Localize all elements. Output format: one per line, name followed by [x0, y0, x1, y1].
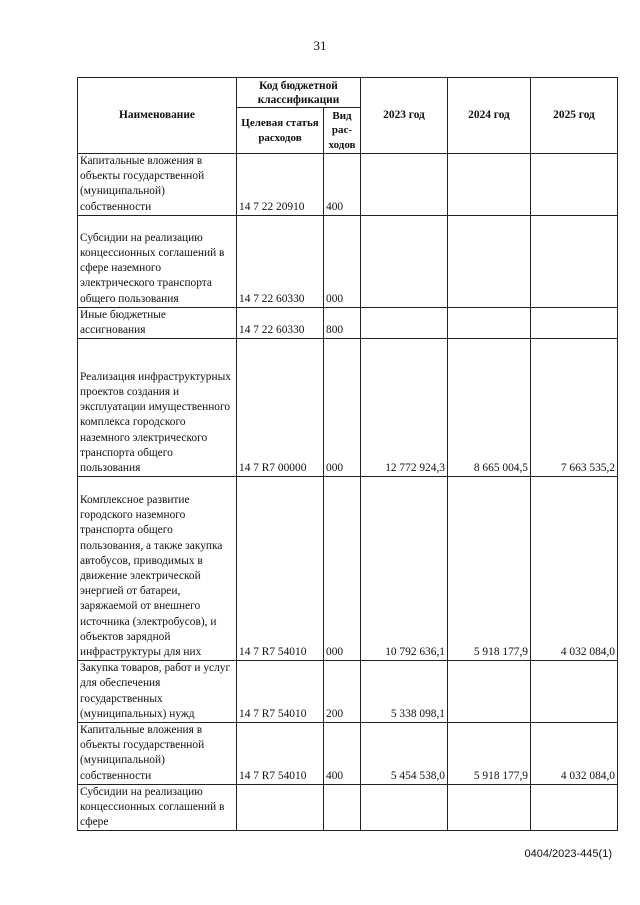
row-name: Субсидии на реализацию концессионных соглашений в сфере наземного электрического транспорта общего пользования: [78, 215, 237, 307]
row-2024: 5 918 177,9: [448, 477, 531, 661]
table-header: [78, 78, 618, 154]
row-2024: [448, 784, 531, 831]
row-expense-kind: 000: [324, 477, 361, 661]
row-expense-kind: 400: [324, 154, 361, 216]
table-row: [78, 215, 618, 307]
row-2023: [361, 154, 448, 216]
table-body: [78, 154, 618, 831]
header-target-article: Целевая статья расходов: [237, 108, 324, 154]
header-expense-kind: Вид рас- ходов: [324, 108, 361, 154]
row-2025: [531, 661, 618, 723]
row-expense-kind: 400: [324, 723, 361, 785]
row-2024: [448, 661, 531, 723]
header-2023: 2023 год: [361, 78, 448, 154]
row-target-article: 14 7 22 60330: [237, 307, 324, 338]
row-2024: [448, 215, 531, 307]
row-name: Субсидии на реализацию концессионных соглашений в сфере: [78, 784, 237, 831]
header-2024: 2024 год: [448, 78, 531, 154]
row-target-article: [237, 784, 324, 831]
row-target-article: 14 7 22 20910: [237, 154, 324, 216]
row-2024: [448, 154, 531, 216]
row-2023: [361, 307, 448, 338]
table-row: [78, 784, 618, 831]
header-name: Наименование: [78, 78, 237, 154]
row-2025: [531, 307, 618, 338]
row-2023: [361, 215, 448, 307]
row-expense-kind: 200: [324, 661, 361, 723]
document-code: 0404/2023-445(1): [524, 848, 612, 860]
page-number: 31: [313, 38, 327, 53]
table-row: [78, 477, 618, 661]
row-2024: [448, 307, 531, 338]
row-2025: [531, 784, 618, 831]
row-name: Закупка товаров, работ и услуг для обеспечения государственных (муниципальных) нужд: [78, 661, 237, 723]
table-row: [78, 339, 618, 477]
row-2023: [361, 784, 448, 831]
row-2023: 5 454 538,0: [361, 723, 448, 785]
row-name: Иные бюджетные ассигнования: [78, 307, 237, 338]
row-name: Капитальные вложения в объекты государственной (муниципальной) собственности: [78, 723, 237, 785]
row-2025: 7 663 535,2: [531, 339, 618, 477]
row-2023: 12 772 924,3: [361, 339, 448, 477]
budget-table: [77, 77, 618, 831]
row-expense-kind: 000: [324, 339, 361, 477]
row-2024: 5 918 177,9: [448, 723, 531, 785]
row-name: Капитальные вложения в объекты государственной (муниципальной) собственности: [78, 154, 237, 216]
table-row: [78, 307, 618, 338]
table-row: [78, 661, 618, 723]
row-target-article: 14 7 R7 54010: [237, 661, 324, 723]
row-2025: 4 032 084,0: [531, 723, 618, 785]
row-expense-kind: [324, 784, 361, 831]
row-target-article: 14 7 22 60330: [237, 215, 324, 307]
row-target-article: 14 7 R7 54010: [237, 723, 324, 785]
row-target-article: 14 7 R7 00000: [237, 339, 324, 477]
row-name: Реализация инфраструктурных проектов создания и эксплуатации имущественного комплекса городского наземного электрического транспорта общего пользования: [78, 339, 237, 477]
row-2025: [531, 154, 618, 216]
row-2023: 10 792 636,1: [361, 477, 448, 661]
row-name: Комплексное развитие городского наземного транспорта общего пользования, а также закупка автобусов, приводимых в движение электрической энергией от батареи, заряжаемой от внешнего источника (электробусов), и объектов зарядной инфраструктуры для них: [78, 477, 237, 661]
row-2024: 8 665 004,5: [448, 339, 531, 477]
table-row: [78, 723, 618, 785]
row-target-article: 14 7 R7 54010: [237, 477, 324, 661]
row-2025: [531, 215, 618, 307]
header-2025: 2025 год: [531, 78, 618, 154]
row-2025: 4 032 084,0: [531, 477, 618, 661]
row-2023: 5 338 098,1: [361, 661, 448, 723]
row-expense-kind: 000: [324, 215, 361, 307]
header-code-group: Код бюджетной классификации: [237, 78, 361, 108]
row-expense-kind: 800: [324, 307, 361, 338]
table-row: [78, 154, 618, 216]
